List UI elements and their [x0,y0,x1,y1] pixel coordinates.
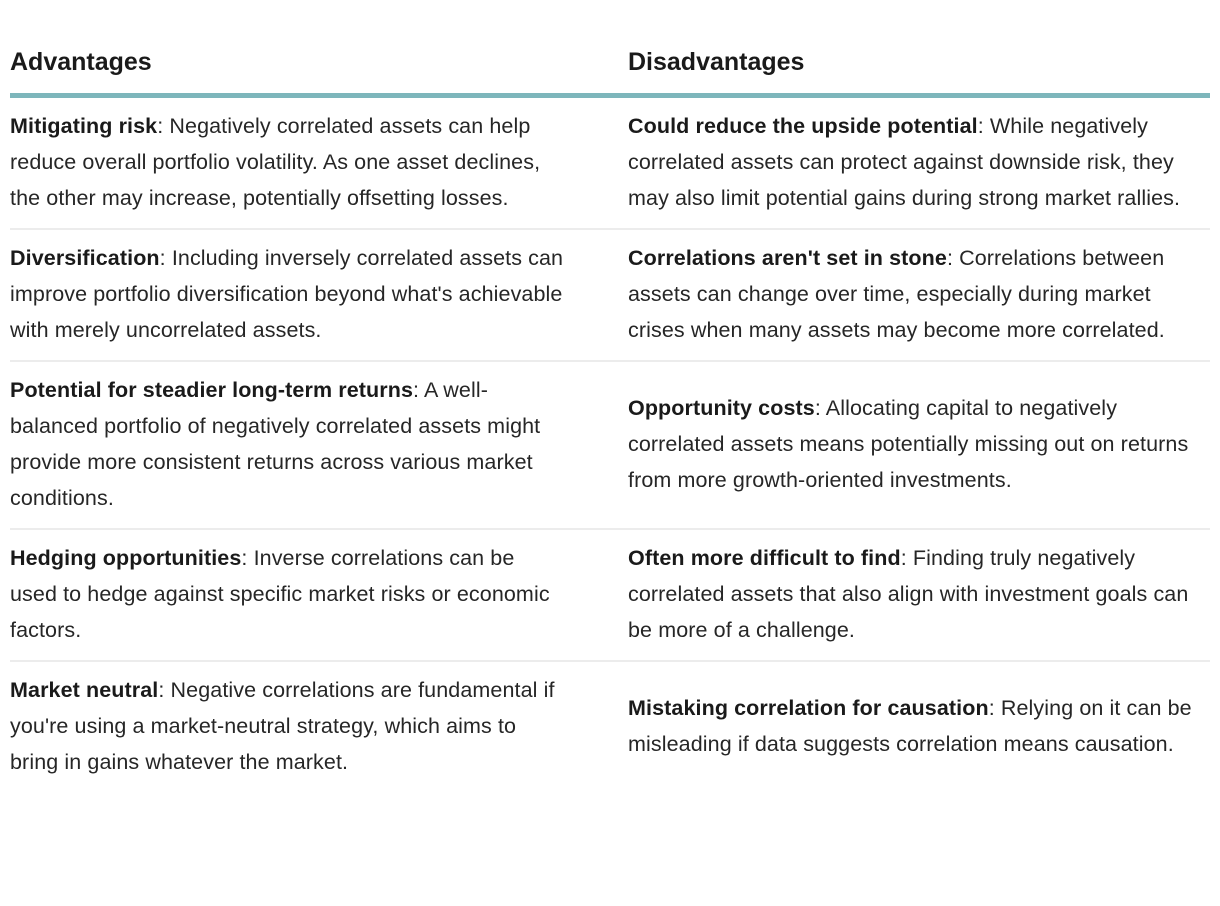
table-row [10,96,1210,230]
entry-term: Diversification [10,246,160,270]
entry-term: Potential for steadier long-term returns [10,378,414,402]
entry-description: : Relying on it can be misleading if data suggests correlation means causation. [628,696,1192,756]
entry-term: Could reduce the upside potential [628,114,978,138]
entry-description: : Inverse correlations can be used to hedge against specific market risks or economic factors. [10,546,550,642]
advantage-cell [10,361,610,529]
entry-description: : Including inversely correlated assets can improve portfolio diversification beyond what's achievable with merely uncorrelated assets. [10,246,564,342]
entry-term: Mistaking correlation for causation [628,696,989,720]
disadvantage-cell [610,529,1210,661]
entry-term: Hedging opportunities [10,546,242,570]
entry-term: Often more difficult to find [628,546,901,570]
advantage-cell [10,661,610,792]
entry-text [10,672,565,780]
disadvantage-cell [610,661,1210,792]
entry-term: Market neutral [10,678,159,702]
entry-description: : Negatively correlated assets can help reduce overall portfolio volatility. As one asset declines, the other may increase, potentially offsetting losses. [10,114,541,210]
entry-text [628,690,1210,762]
header-row [10,46,1210,96]
entry-text [628,240,1210,348]
disadvantage-cell [610,229,1210,361]
entry-text [628,108,1210,216]
entry-description: : Correlations between assets can change over time, especially during market crises when many assets may become more correlated. [628,246,1165,342]
entry-text [628,390,1210,498]
disadvantage-cell [610,96,1210,230]
table-row [10,361,1210,529]
entry-description: : Negative correlations are fundamental if you're using a market-neutral strategy, which aims to bring in gains whatever the market. [10,678,555,774]
advantage-cell [10,96,610,230]
header-advantages: Advantages [10,46,610,96]
advantage-cell [10,529,610,661]
entry-text [628,540,1210,648]
table-row [10,229,1210,361]
entry-term: Opportunity costs [628,396,815,420]
header-disadvantages: Disadvantages [610,46,1210,96]
entry-term: Correlations aren't set in stone [628,246,947,270]
advantage-cell [10,229,610,361]
entry-description: : Finding truly negatively correlated assets that also align with investment goals can be more of a challenge. [628,546,1189,642]
entry-description: : Allocating capital to negatively correlated assets means potentially missing out on returns from more growth-oriented investments. [628,396,1189,492]
entry-text [10,540,565,648]
entry-term: Mitigating risk [10,114,158,138]
entry-text [10,108,565,216]
entry-description: : A well-balanced portfolio of negatively correlated assets might provide more consistent returns across various market conditions. [10,378,541,510]
table-body [10,96,1210,793]
entry-text [10,372,565,516]
entry-text [10,240,565,348]
table-header [10,46,1210,96]
table-row [10,661,1210,792]
disadvantage-cell [610,361,1210,529]
entry-description: : While negatively correlated assets can protect against downside risk, they may also limit potential gains during strong market rallies. [628,114,1181,210]
table-row [10,529,1210,661]
comparison-table [10,46,1210,792]
